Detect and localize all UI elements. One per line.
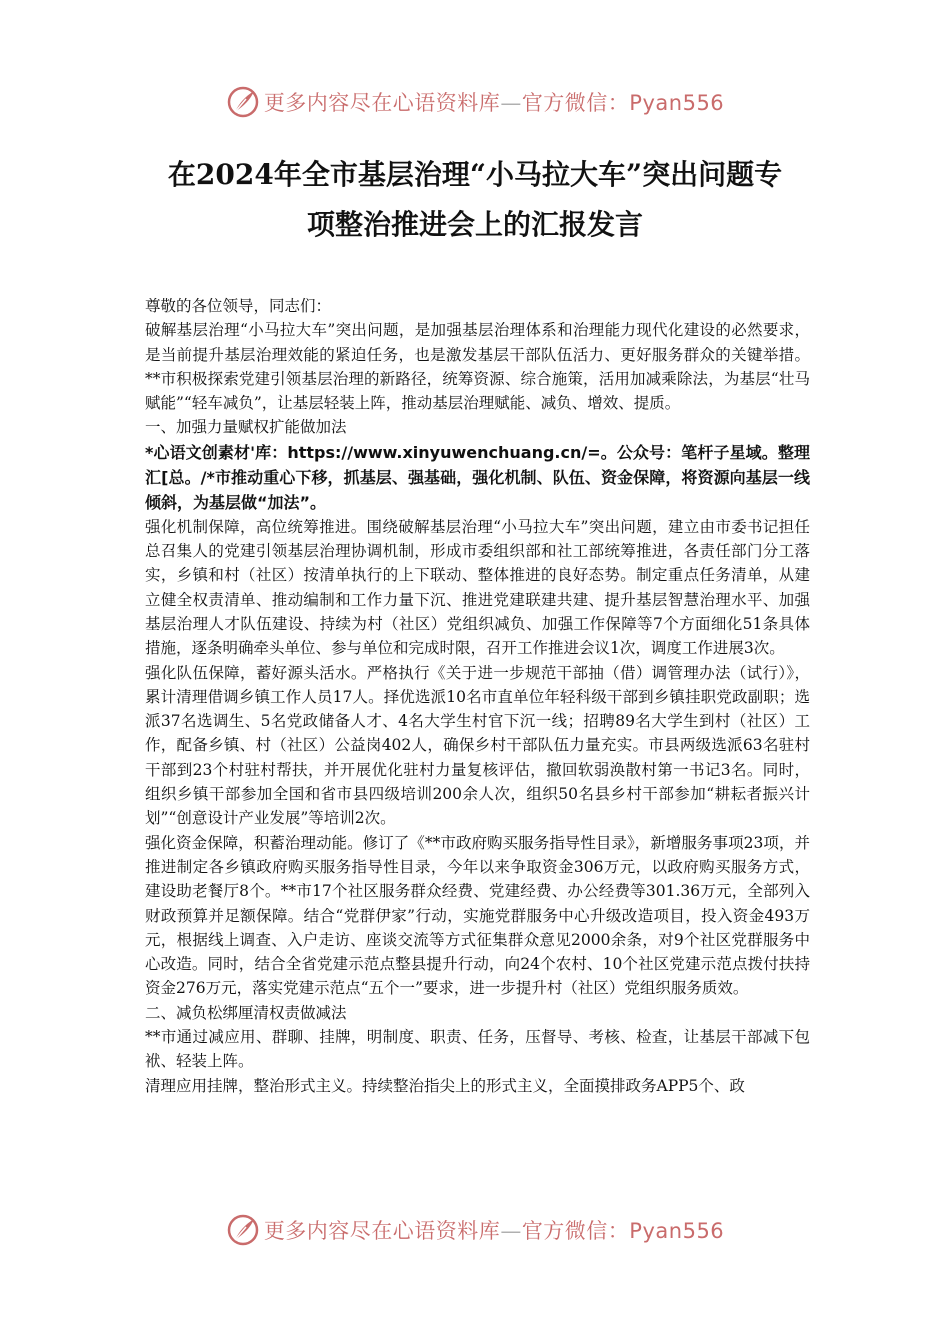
mechanism-paragraph: 强化机制保障，高位统筹推进。围绕破解基层治理“小马拉大车”突出问题，建立由市委书记担任总召集人的党建引领基层治理协调机制，形成市委组织部和社工部统筹推进，各责任部门分工落实，乡镇和村（社区）按清单执行的上下联动、整体推进的良好态势。制定重点任务清单，从建立健全权责清单、推动编制和工作力量下沉、推进党建联建共建、提升基层智慧治理水平、加强基层治理人才队伍建设、持续为村（社区）党组织减负、加强工作保障等7个方面细化51条具体措施，逐条明确牵头单位、参与单位和完成时限，召开工作推进会议1次，调度工作进展3次。 xyxy=(145,517,810,658)
watermark-main: 更多内容尽在心语资料库 xyxy=(263,91,501,115)
quill-logo-icon xyxy=(226,85,260,119)
team-paragraph: 强化队伍保障，蓄好源头活水。严格执行《关于进一步规范干部抽（借）调管理办法（试行）》，累计清理借调乡镇工作人员17人。择优选派10名市直单位年轻科级干部到乡镇挂职党政副职；选派37名选调生、5名党政储备人才、4名大学生村官下沉一线；招聘89名大学生到村（社区）工作，配备乡镇、村（社区）公益岗402人，确保乡村干部队伍力量充实。市县两级选派63名驻村干部到23个村驻村帮扶，并开展优化驻村力量复核评估，撤回软弱涣散村第一书记3名。同时，组织乡镇干部参加全国和省市县四级培训200余人次，组织50名县乡村干部参加“耕耘者振兴计划”“创意设计产业发展”等培训2次。 xyxy=(145,663,810,828)
watermark-dash: — xyxy=(500,1219,522,1243)
section-heading-1: 一、加强力量赋权扩能做加法 xyxy=(145,418,347,437)
source-note-paragraph: *心语文创素材'库：https://www.xinyuwenchuang.cn/=。公众号：笔杆子星域。整理汇[总。/*市推动重心下移，抓基层、强基础，强化机制、队伍、资金保障，将资源向基层一线倾斜，为基层做“加法”。 xyxy=(145,442,810,512)
watermark-suffix: 官方微信：Pyan556 xyxy=(521,91,725,115)
quill-logo-icon xyxy=(226,1213,260,1247)
section-heading-2: 二、减负松绑厘清权责做减法 xyxy=(145,1003,347,1022)
title-line-2: 项整治推进会上的汇报发言 xyxy=(306,208,643,241)
watermark-text xyxy=(264,1215,724,1245)
watermark-suffix: 官方微信：Pyan556 xyxy=(521,1219,725,1243)
watermark-text xyxy=(264,87,724,117)
salutation: 尊敬的各位领导，同志们： xyxy=(145,297,332,315)
intro-paragraph: 破解基层治理“小马拉大车”突出问题，是加强基层治理体系和治理能力现代化建设的必然要求，是当前提升基层治理效能的紧迫任务，也是激发基层干部队伍活力、更好服务群众的关键举措。**市积极探索党建引领基层治理的新路径，统筹资源、综合施策，活用加减乘除法，为基层“壮马赋能”“轻车减负”，让基层轻装上阵，推动基层治理赋能、减负、增效、提质。 xyxy=(145,321,810,413)
watermark-dash: — xyxy=(500,91,522,115)
funding-paragraph: 强化资金保障，积蓄治理动能。修订了《**市政府购买服务指导性目录》，新增服务事项23项，并推进制定各乡镇政府购买服务指导性目录，今年以来争取资金306万元，以政府购买服务方式，建设助老餐厅8个。**市17个社区服务群众经费、党建经费、办公经费等301.36万元，全部列入财政预算并足额保障。结合“党群伊家”行动，实施党群服务中心升级改造项目，投入资金493万元，根据线上调查、入户走访、座谈交流等方式征集群众意见2000余条，对9个社区党群服务中心改造。同时，结合全省党建示范点整县提升行动，向24个农村、10个社区党建示范点拨付扶持资金276万元，落实党建示范点“五个一”要求，进一步提升村（社区）党组织服务质效。 xyxy=(145,833,810,998)
header-watermark xyxy=(0,82,950,122)
document-body xyxy=(145,294,810,1098)
watermark-main: 更多内容尽在心语资料库 xyxy=(263,1219,501,1243)
title-line-1: 在2024年全市基层治理“小马拉大车”突出问题专 xyxy=(167,158,783,191)
footer-watermark xyxy=(0,1210,950,1250)
reduction-paragraph: **市通过减应用、群聊、挂牌，明制度、职责、任务，压督导、考核、检查，让基层干部减下包袱、轻装上阵。 xyxy=(145,1028,810,1071)
cleanup-paragraph: 清理应用挂牌，整治形式主义。持续整治指尖上的形式主义，全面摸排政务APP5个、政 xyxy=(145,1076,745,1095)
document-title xyxy=(120,150,830,250)
